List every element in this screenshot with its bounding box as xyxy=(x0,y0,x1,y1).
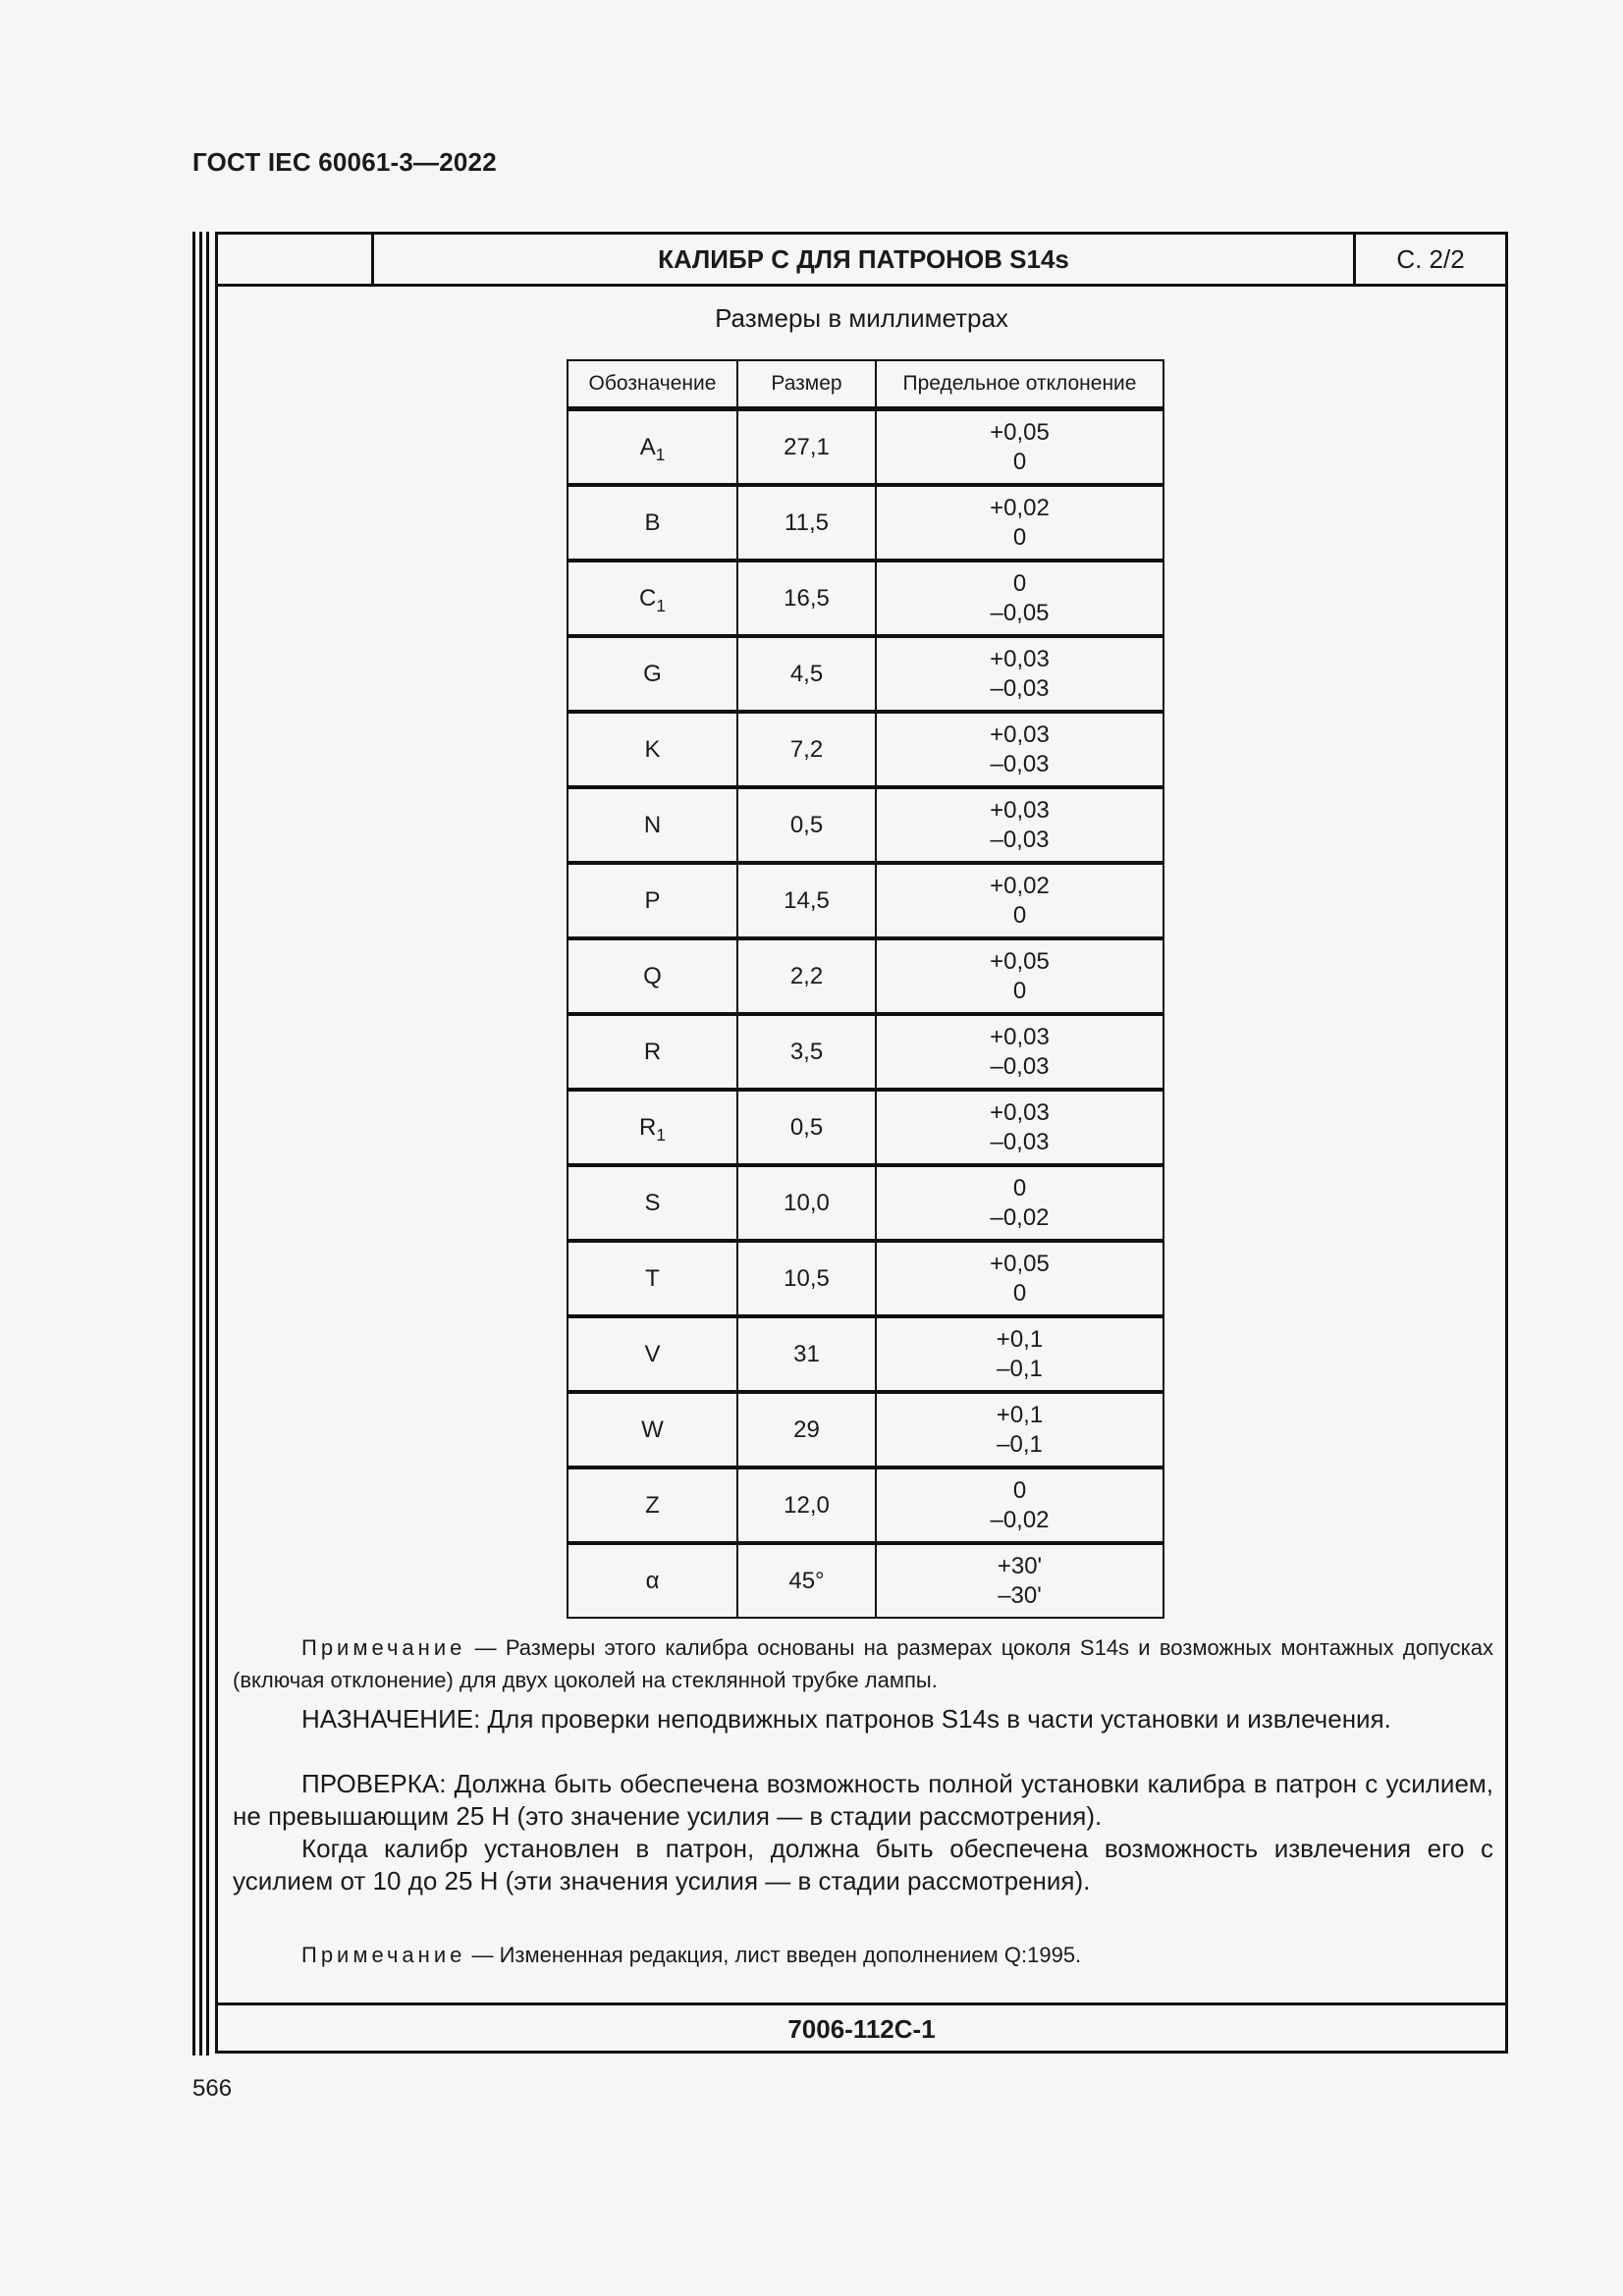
table-row xyxy=(568,1392,1163,1468)
page-number: 566 xyxy=(192,2075,233,2102)
deviation-cell xyxy=(876,1090,1163,1165)
size-cell: 45° xyxy=(737,1543,876,1618)
designation-cell: S xyxy=(568,1165,737,1241)
upper-deviation: +0,05 xyxy=(990,418,1050,446)
designation-cell: α xyxy=(568,1543,737,1618)
dimensions-table xyxy=(567,359,1164,1619)
deviation-cell xyxy=(876,1165,1163,1241)
amendment-note xyxy=(301,1941,1081,1970)
upper-deviation: 0 xyxy=(1012,1174,1027,1201)
size-cell: 11,5 xyxy=(737,485,876,561)
designation-cell: W xyxy=(568,1392,737,1468)
sheet-title-row xyxy=(218,235,1505,287)
designation-cell: V xyxy=(568,1316,737,1392)
designation-cell: R xyxy=(568,1014,737,1090)
lower-deviation: –0,02 xyxy=(990,1506,1050,1533)
size-cell: 14,5 xyxy=(737,863,876,938)
size-cell: 27,1 xyxy=(737,409,876,486)
dimensions-caption: Размеры в миллиметрах xyxy=(715,303,1008,333)
size-cell: 10,0 xyxy=(737,1165,876,1241)
size-cell: 12,0 xyxy=(737,1468,876,1543)
check-paragraph: ПРОВЕРКА: Должна быть обеспечена возможность полной установки калибра в патрон с усилием, не превышающим 25 Н (это значение усилия — в стадии рассмотрения). xyxy=(233,1769,1493,1831)
size-cell: 31 xyxy=(737,1316,876,1392)
table-row xyxy=(568,1090,1163,1165)
upper-deviation: +0,03 xyxy=(990,645,1050,672)
sheet-frame xyxy=(215,232,1508,2054)
upper-deviation: +0,02 xyxy=(990,872,1050,899)
designation-cell: $C_1$ xyxy=(568,561,737,636)
size-cell: 16,5 xyxy=(737,561,876,636)
deviation-cell xyxy=(876,485,1163,561)
table-note xyxy=(233,1631,1493,1696)
deviation-cell xyxy=(876,409,1163,486)
size-cell: 7,2 xyxy=(737,712,876,787)
margin-rule xyxy=(192,232,195,2056)
upper-deviation: +0,02 xyxy=(990,494,1050,521)
table-row xyxy=(568,1468,1163,1543)
designation-cell: Z xyxy=(568,1468,737,1543)
deviation-cell xyxy=(876,863,1163,938)
purpose-paragraph: НАЗНАЧЕНИЕ: Для проверки неподвижных патронов S14s в части установки и извлечения. xyxy=(301,1704,1391,1734)
lower-deviation: –0,1 xyxy=(997,1430,1043,1458)
note-label: Примечание xyxy=(301,1943,466,1967)
table-row xyxy=(568,485,1163,561)
table-row xyxy=(568,787,1163,863)
deviation-cell xyxy=(876,636,1163,712)
lower-deviation: –0,03 xyxy=(990,1128,1050,1155)
deviation-cell xyxy=(876,1316,1163,1392)
sheet-title: КАЛИБР С ДЛЯ ПАТРОНОВ S14s xyxy=(374,235,1356,284)
removal-paragraph: Когда калибр установлен в патрон, должна быть обеспечена возможность извлечения его с усилием от 10 до 25 Н (эти значения усилия — в стадии рассмотрения). xyxy=(233,1834,1493,1896)
size-cell: 2,2 xyxy=(737,938,876,1014)
deviation-cell xyxy=(876,1468,1163,1543)
lower-deviation: –0,03 xyxy=(990,750,1050,777)
deviation-cell xyxy=(876,561,1163,636)
margin-rule xyxy=(199,232,202,2056)
upper-deviation: +0,03 xyxy=(990,1023,1050,1050)
document-standard-header: ГОСТ IEC 60061-3—2022 xyxy=(192,147,497,177)
table-row xyxy=(568,938,1163,1014)
designation-cell: Q xyxy=(568,938,737,1014)
upper-deviation: +0,1 xyxy=(996,1401,1044,1428)
note-label: Примечание xyxy=(301,1635,466,1660)
upper-deviation: 0 xyxy=(1012,1476,1027,1504)
size-cell: 4,5 xyxy=(737,636,876,712)
column-header-size: Размер xyxy=(737,360,876,409)
size-cell: 0,5 xyxy=(737,787,876,863)
sheet-code: 7006-112С-1 xyxy=(218,2002,1505,2054)
table-row xyxy=(568,409,1163,486)
lower-deviation: 0 xyxy=(1012,523,1027,551)
deviation-cell xyxy=(876,1392,1163,1468)
deviation-cell xyxy=(876,787,1163,863)
designation-cell: G xyxy=(568,636,737,712)
designation-cell: $R_1$ xyxy=(568,1090,737,1165)
size-cell: 3,5 xyxy=(737,1014,876,1090)
lower-deviation: –0,03 xyxy=(990,674,1050,702)
note-text: — Размеры этого калибра основаны на размерах цоколя S14s и возможных монтажных допусках (включая отклонение) для двух цоколей на стеклянной трубке лампы. xyxy=(233,1635,1493,1692)
size-cell: 10,5 xyxy=(737,1241,876,1316)
table-row xyxy=(568,712,1163,787)
table-row xyxy=(568,1316,1163,1392)
upper-deviation: +30' xyxy=(997,1552,1043,1579)
margin-rule xyxy=(206,232,209,2056)
designation-cell: $A_1$ xyxy=(568,409,737,486)
upper-deviation: +0,05 xyxy=(990,1250,1050,1277)
lower-deviation: –30' xyxy=(998,1581,1042,1609)
amendment-text: — Измененная редакция, лист введен дополнением Q:1995. xyxy=(465,1943,1082,1967)
designation-cell: T xyxy=(568,1241,737,1316)
deviation-cell xyxy=(876,938,1163,1014)
table-header-row xyxy=(568,360,1163,409)
upper-deviation: +0,03 xyxy=(990,1098,1050,1126)
designation-cell: K xyxy=(568,712,737,787)
column-header-designation: Обозначение xyxy=(568,360,737,409)
lower-deviation: –0,02 xyxy=(990,1203,1050,1231)
lower-deviation: –0,03 xyxy=(990,826,1050,853)
upper-deviation: 0 xyxy=(1012,569,1027,597)
table-row xyxy=(568,1543,1163,1618)
table-row xyxy=(568,561,1163,636)
upper-deviation: +0,03 xyxy=(990,721,1050,748)
deviation-cell xyxy=(876,1543,1163,1618)
table-row xyxy=(568,1014,1163,1090)
deviation-cell xyxy=(876,1241,1163,1316)
lower-deviation: –0,05 xyxy=(990,599,1050,626)
designation-cell: N xyxy=(568,787,737,863)
title-blank-cell xyxy=(218,235,374,284)
lower-deviation: 0 xyxy=(1012,448,1027,475)
table-row xyxy=(568,863,1163,938)
deviation-cell xyxy=(876,1014,1163,1090)
designation-cell: P xyxy=(568,863,737,938)
lower-deviation: –0,1 xyxy=(997,1355,1043,1382)
size-cell: 29 xyxy=(737,1392,876,1468)
deviation-cell xyxy=(876,712,1163,787)
size-cell: 0,5 xyxy=(737,1090,876,1165)
sheet-page-ref: С. 2/2 xyxy=(1396,243,1465,274)
table-row xyxy=(568,1165,1163,1241)
lower-deviation: 0 xyxy=(1012,1279,1027,1307)
lower-deviation: 0 xyxy=(1012,977,1027,1004)
upper-deviation: +0,03 xyxy=(990,796,1050,824)
table-row xyxy=(568,1241,1163,1316)
upper-deviation: +0,1 xyxy=(996,1325,1044,1353)
upper-deviation: +0,05 xyxy=(990,947,1050,975)
column-header-deviation: Предельное отклонение xyxy=(876,360,1163,409)
lower-deviation: 0 xyxy=(1012,901,1027,929)
designation-cell: B xyxy=(568,485,737,561)
table-row xyxy=(568,636,1163,712)
lower-deviation: –0,03 xyxy=(990,1052,1050,1080)
